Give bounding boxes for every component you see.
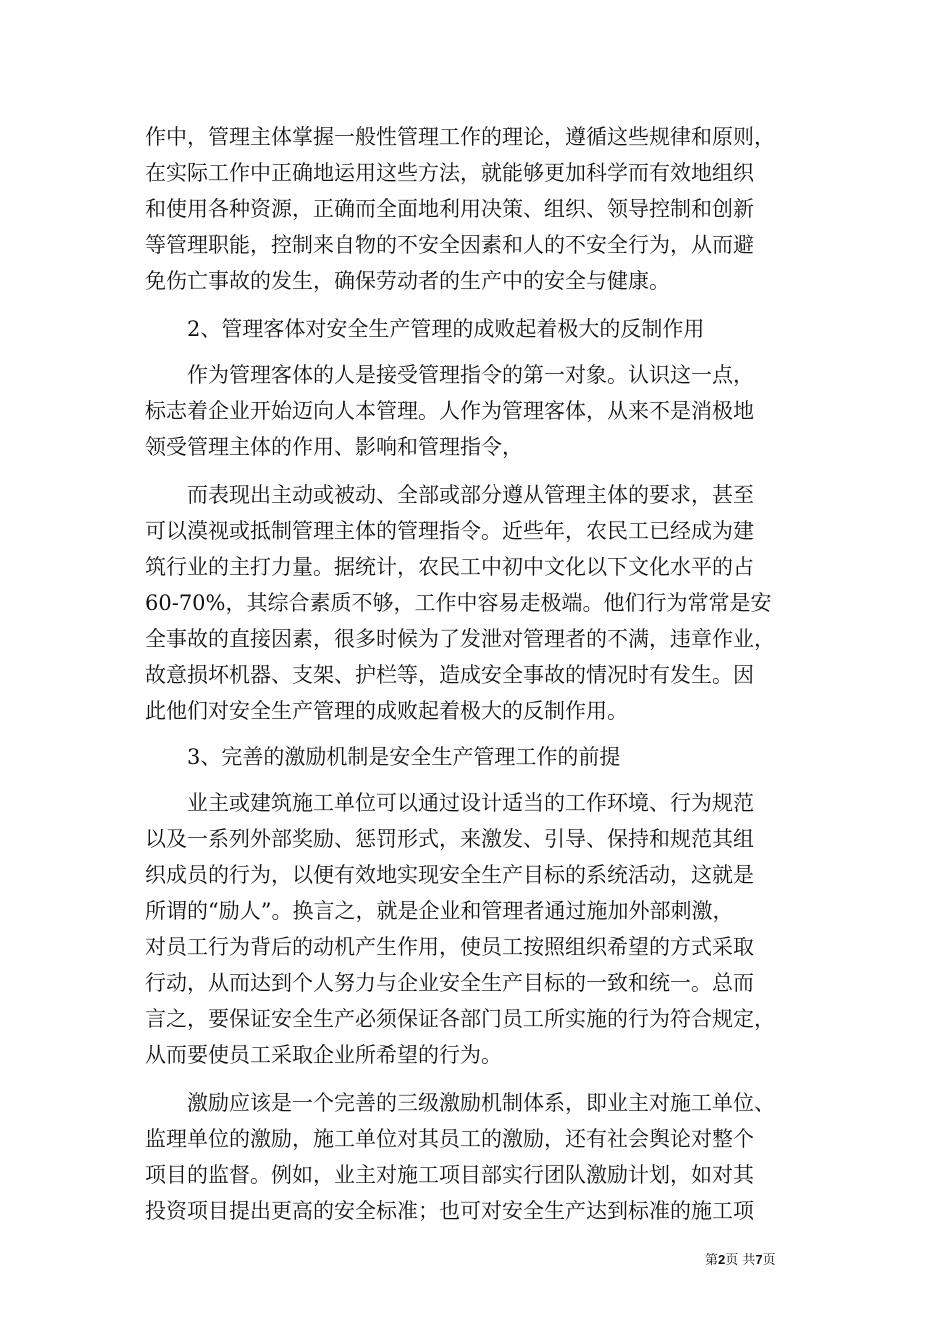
paragraph (145, 785, 815, 1073)
text-line: 等管理职能，控制来自物的不安全因素和人的不安全行为，从而避 (145, 233, 754, 257)
text-line: 此他们对安全生产管理的成败起着极大的反制作用。 (145, 699, 628, 723)
page-current: 2 (718, 1252, 726, 1267)
text-line: 和使用各种资源，正确而全面地利用决策、组织、领导控制和创新 (145, 197, 754, 221)
page-prefix: 第 (705, 1253, 719, 1268)
heading-line: 3、完善的激励机制是安全生产管理工作的前提 (145, 745, 621, 769)
text-line: 筑行业的主打力量。据统计，农民工中初中文化以下文化水平的占 (145, 555, 754, 579)
paragraph-gap (145, 347, 815, 357)
text-line: 以及一系列外部奖励、惩罚形式，来激发、引导、保持和规范其组 (145, 827, 754, 851)
text-line: 所谓的“励人”。换言之，就是企业和管理者通过施加外部刺激， (145, 899, 734, 923)
text-line: 可以漠视或抵制管理主体的管理指令。近些年，农民工已经成为建 (145, 519, 754, 543)
section-heading (145, 311, 815, 347)
paragraph-gap (145, 729, 815, 739)
section-heading (145, 739, 815, 775)
text-line: 在实际工作中正确地运用这些方法，就能够更加科学而有效地组织 (145, 161, 754, 185)
text-line: 故意损坏机器、支架、护栏等，造成安全事故的情况时有发生。因 (145, 663, 754, 687)
page-middle: 页 共 (725, 1253, 756, 1268)
text-line: 全事故的直接因素，很多时候为了发泄对管理者的不满，违章作业， (145, 627, 775, 651)
text-line: 激励应该是一个完善的三级激励机制体系，即业主对施工单位、 (145, 1091, 775, 1115)
paragraph-gap (145, 775, 815, 785)
paragraph (145, 119, 815, 299)
paragraph (145, 477, 815, 729)
paragraph (145, 1085, 815, 1229)
document-body (145, 119, 815, 1229)
text-line: 投资项目提出更高的安全标准；也可对安全生产达到标准的施工项 (145, 1199, 754, 1223)
paragraph-gap (145, 465, 815, 477)
text-line: 领受管理主体的作用、影响和管理指令， (145, 435, 523, 459)
text-line: 业主或建筑施工单位可以通过设计适当的工作环境、行为规范 (145, 791, 754, 815)
text-line: 作为管理客体的人是接受管理指令的第一对象。认识这一点， (145, 363, 754, 387)
text-line: 行动，从而达到个人努力与企业安全生产目标的一致和统一。总而 (145, 971, 754, 995)
paragraph (145, 357, 815, 465)
text-line: 言之，要保证安全生产必须保证各部门员工所实施的行为符合规定， (145, 1007, 775, 1031)
text-line: 织成员的行为，以便有效地实现安全生产目标的系统活动，这就是 (145, 863, 754, 887)
page-total: 7 (755, 1252, 763, 1267)
text-line: 对员工行为背后的动机产生作用，使员工按照组织希望的方式采取 (145, 935, 754, 959)
page-number-footer (705, 1252, 825, 1269)
text-line: 项目的监督。例如，业主对施工项目部实行团队激励计划，如对其 (145, 1163, 754, 1187)
text-line: 而表现出主动或被动、全部或部分遵从管理主体的要求，甚至 (145, 483, 754, 507)
text-line: 免伤亡事故的发生，确保劳动者的生产中的安全与健康。 (145, 269, 670, 293)
text-line: 60-70%，其综合素质不够，工作中容易走极端。他们行为常常是安 (145, 591, 772, 615)
page-suffix: 页 (762, 1253, 776, 1268)
text-line: 监理单位的激励，施工单位对其员工的激励，还有社会舆论对整个 (145, 1127, 754, 1151)
paragraph-gap (145, 299, 815, 311)
text-line: 从而要使员工采取企业所希望的行为。 (145, 1043, 502, 1067)
text-line: 标志着企业开始迈向人本管理。人作为管理客体，从来不是消极地 (145, 399, 754, 423)
paragraph-gap (145, 1073, 815, 1085)
text-line: 作中，管理主体掌握一般性管理工作的理论，遵循这些规律和原则， (145, 125, 775, 149)
heading-line: 2、管理客体对安全生产管理的成败起着极大的反制作用 (145, 317, 705, 341)
